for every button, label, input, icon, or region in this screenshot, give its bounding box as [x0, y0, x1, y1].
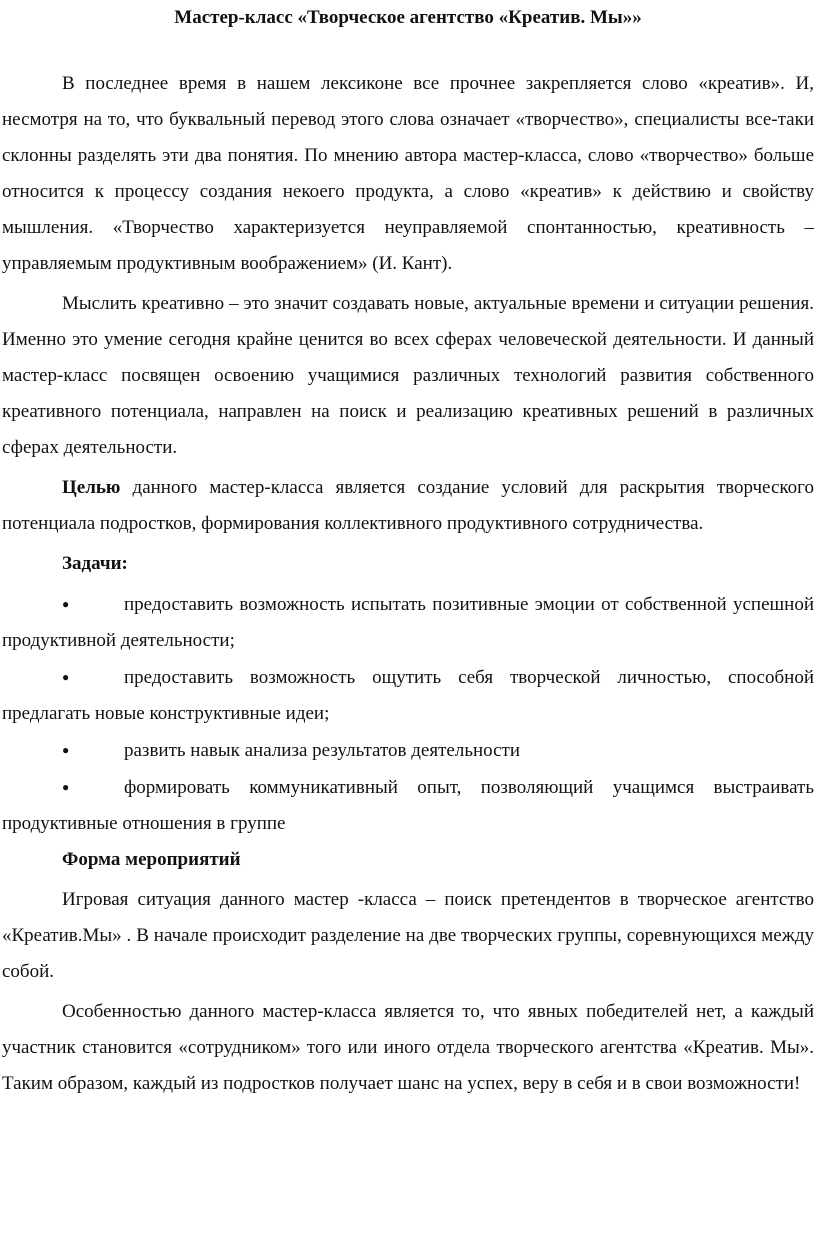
goal-paragraph [2, 470, 814, 542]
bullet-icon [62, 659, 124, 695]
intro-paragraph-1: В последнее время в нашем лексиконе все прочнее закрепляется слово «креатив». И, несмотря на то, что буквальный перевод этого слова означает «творчество», специалисты все-таки склонны разделять эти два понятия. По мнению автора мастер-класса, слово «творчество» больше относится к процессу создания некоего продукта, а слово «креатив» к действию и свойству мышления. «Творчество характеризуется неуправляемой спонтанностью, креативность – управляемым продуктивным воображением» (И. Кант). [2, 73, 814, 274]
task-item [2, 769, 814, 842]
tasks-heading: Задачи: [62, 553, 128, 574]
task-text: предоставить возможность ощутить себя творческой личностью, способной предлагать новые конструктивные идеи; [2, 667, 814, 724]
tasks-list [2, 586, 814, 842]
task-text: предоставить возможность испытать позитивные эмоции от собственной успешной продуктивной деятельности; [2, 594, 814, 651]
bullet-icon [62, 769, 124, 805]
document-title: Мастер-класс «Творческое агентство «Креатив. Мы»» [174, 7, 642, 28]
goal-text: данного мастер-класса является создание условий для раскрытия творческого потенциала подростков, формирования коллективного продуктивного сотрудничества. [2, 477, 814, 534]
bullet-icon [62, 732, 124, 768]
form-paragraph-1: Игровая ситуация данного мастер -класса – поиск претендентов в творческое агентство «Креатив.Мы» . В начале происходит разделение на две творческих группы, соревнующихся между собой. [2, 889, 814, 982]
intro-paragraph-2: Мыслить креативно – это значит создавать новые, актуальные времени и ситуации решения. Именно это умение сегодня крайне ценится во всех сферах человеческой деятельности. И данный мастер-класс посвящен освоению учащимися различных технологий развития собственного креативного потенциала, направлен на поиск и реализацию креативных решений в различных сферах деятельности. [2, 293, 814, 458]
form-heading: Форма мероприятий [62, 849, 241, 870]
goal-label: Целью [62, 477, 121, 498]
task-text: развить навык анализа результатов деятельности [124, 740, 521, 761]
task-item [2, 586, 814, 659]
bullet-icon [62, 586, 124, 622]
form-paragraph-2: Особенностью данного мастер-класса является то, что явных победителей нет, а каждый участник становится «сотрудником» того или иного отдела творческого агентства «Креатив. Мы». Таким образом, каждый из подростков получает шанс на успех, веру в себя и в свои возможности! [2, 1001, 814, 1094]
task-item [2, 659, 814, 732]
task-text: формировать коммуникативный опыт, позволяющий учащимся выстраивать продуктивные отношения в группе [2, 777, 814, 834]
task-item [2, 732, 814, 769]
